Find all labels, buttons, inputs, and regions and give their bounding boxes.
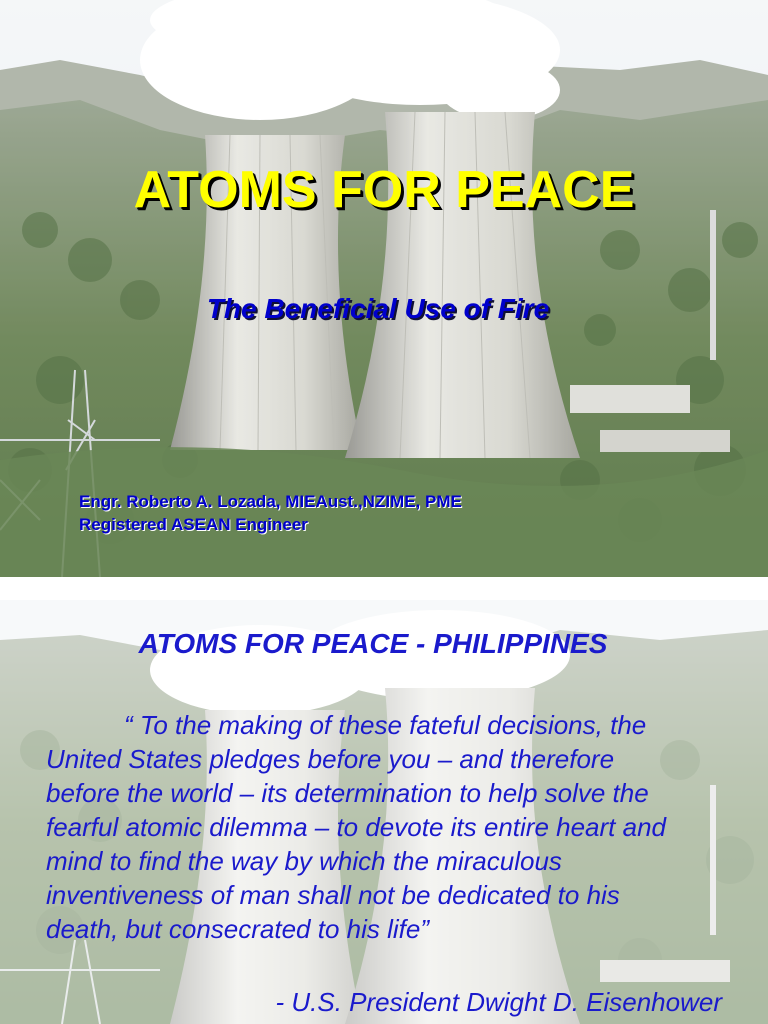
slide-subtitle: The Beneficial Use of Fire <box>206 293 550 324</box>
author-name: Engr. Roberto A. Lozada, MIEAust.,NZIME, PME <box>79 492 462 511</box>
quote-line: before the world – its determination to help solve the <box>46 778 649 808</box>
quote-line: “ To the making of these fateful decisions, the <box>124 710 647 740</box>
quote-line: fearful atomic dilemma – to devote its entire heart and <box>46 812 666 842</box>
slide-title: ATOMS FOR PEACE <box>133 161 635 219</box>
author-credential: Registered ASEAN Engineer <box>79 515 308 534</box>
quote-line: mind to find the way by which the miraculous <box>46 846 562 876</box>
quote-line: inventiveness of man shall not be dedicated to his <box>46 880 620 910</box>
quote-line: death, but consecrated to his life” <box>46 914 430 944</box>
quote-slide-title: ATOMS FOR PEACE - PHILIPPINES <box>138 628 608 659</box>
slide-separator <box>0 577 768 600</box>
quote-line: United States pledges before you – and therefore <box>46 744 615 774</box>
quote-attribution: - U.S. President Dwight D. Eisenhower <box>275 987 722 1017</box>
eisenhower-quote <box>46 708 746 946</box>
